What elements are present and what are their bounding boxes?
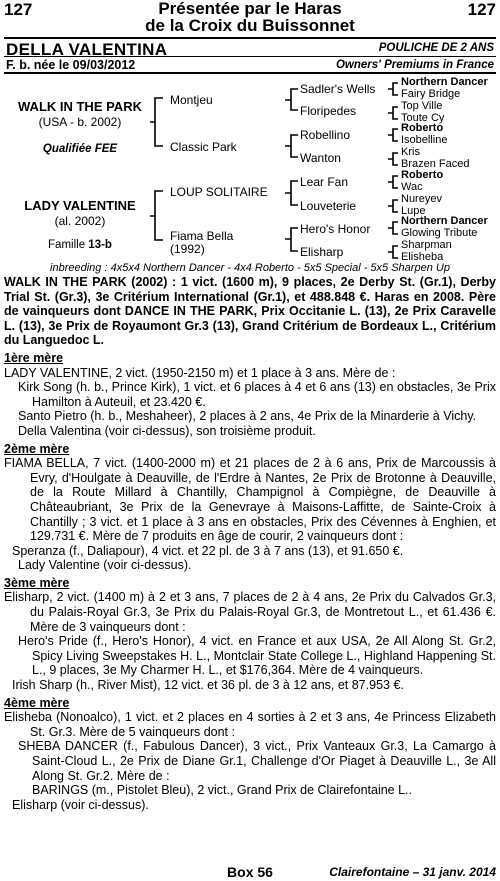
pedigree-g4-3: Top Ville	[401, 100, 443, 112]
dam1-heading: 1ère mère	[4, 350, 64, 365]
pedigree-g4-5: Roberto	[401, 122, 444, 134]
horse-name: DELLA VALENTINA	[6, 40, 168, 59]
lot-number-left: 127	[4, 0, 33, 19]
pedigree-dam-family	[5, 239, 155, 253]
pedigree-dam-info: (al. 2002)	[54, 214, 106, 228]
pedigree-g4-1: Northern Dancer	[401, 76, 488, 88]
pedigree-g3-7: Hero's Honor	[300, 222, 371, 236]
consignor-line-1: Présentée par le Haras	[158, 0, 342, 18]
consignor-line-2: de la Croix du Buissonnet	[145, 16, 355, 35]
dam1-produce-2: Santo Pietro (h. b., Meshaheer), 2 places à 2 ans, 4e Prix de la Minarderie à Vichy.	[18, 409, 477, 424]
dam4-heading: 4ème mère	[4, 695, 70, 710]
horse-sex-age: POULICHE DE 2 ANS	[378, 42, 494, 54]
pedigree-dam-dam: Fiama Bella	[170, 229, 234, 243]
sire-summary: WALK IN THE PARK (2002) : 1 vict. (1600 m), 9 places, 2e Derby St. (Gr.1), Derby Trial St. (Gr.3), 3e Critérium International (Gr.1), et 488.848 €. Haras en 2008. Père de vainqueurs dont DANCE IN THE PARK, Prix Occitanie L. (13), 2e Prix Caravelle L. (13), 3e Prix de Royaumont Gr.3 (13), Grand Critérium de Bordeaux L., Critérium du Languedoc L.	[4, 275, 496, 348]
dam2-produce-1: Speranza (f., Daliapour), 4 vict. et 22 pl. de 3 à 7 ans (13), et 91.650 €.	[12, 543, 404, 558]
dam2-produce-2: Lady Valentine (voir ci-dessus).	[18, 558, 192, 573]
dam1-produce-3: Della Valentina (voir ci-dessus), son troisième produit.	[18, 423, 316, 438]
dam3-intro: Elisharp, 2 vict. (1400 m) à 2 et 3 ans, 7 places de 2 à 4 ans, 2e Prix du Calvados Gr.3, du Palais-Royal Gr.3, 3e Prix du Palais-Royal Gr.3, de Montretout L., et 61.436 €. Mère de 3 vainqueurs dont :	[4, 590, 496, 634]
pedigree-g3-1: Sadler's Wells	[300, 82, 376, 96]
dam2-heading: 2ème mère	[4, 441, 70, 456]
pedigree-g3-3: Robellino	[300, 128, 351, 142]
dam1-intro: LADY VALENTINE, 2 vict. (1950-2150 m) et 1 place à 3 ans. Mère de :	[4, 365, 396, 380]
pedigree-g3-4: Wanton	[300, 151, 341, 165]
horse-birth: F. b. née le 09/03/2012	[6, 58, 136, 72]
pedigree-sire-info: (USA - b. 2002)	[38, 115, 122, 129]
dam3-heading: 3ème mère	[4, 575, 70, 590]
catalogue-body	[4, 275, 496, 812]
box-number: Box 56	[227, 864, 273, 880]
dam4-intro: Elisheba (Nonoalco), 1 vict. et 2 places en 4 sorties à 2 et 3 ans, 4e Princess Elizabeth St. Gr.3. Mère de 5 vainqueurs dont :	[4, 710, 496, 739]
pedigree-g4-10: Wac	[401, 181, 423, 193]
pedigree-g4-4: Toute Cy	[401, 112, 445, 124]
pedigree-sire-name: WALK IN THE PARK	[18, 99, 142, 114]
page-footer	[0, 864, 500, 880]
pedigree-g4-16: Elisheba	[401, 251, 444, 263]
dam2-intro: FIAMA BELLA, 7 vict. (1400-2000 m) et 21 places de 2 à 6 ans, Prix de Marcoussis à Evry, d'Houlgate à Deauville, de l'Erdre à Nantes, 2e Prix de Brotonne à Deauville, de la Route Millard à Chantilly, Champignol à Compiègne, de Deauville à Châteaubriant, 3e Prix de la Genevraye à Maisons-Laffitte, de Sainte-Croix à Chantilly ; 3 vict. et 1 place à 3 ans en obstacles, Prix des Cévennes à Enghien, et 129.731 €. Mère de 7 produits en âge de courir, 2 vainqueurs dont :	[4, 456, 496, 544]
lot-number-right: 127	[467, 0, 496, 19]
dam4-produce-3: Elisharp (voir ci-dessus).	[12, 797, 149, 812]
pedigree-g4-2: Fairy Bridge	[401, 88, 461, 100]
pedigree-g4-7: Kris	[401, 146, 420, 158]
pedigree-g4-15: Sharpman	[401, 239, 452, 251]
dam3-produce-2: Irish Sharp (h., River Mist), 12 vict. et 36 pl. de 3 à 12 ans, et 87.953 €.	[12, 678, 404, 693]
consignor-title	[4, 0, 496, 34]
pedigree-g3-2: Floripedes	[300, 104, 357, 118]
pedigree-g4-13: Northern Dancer	[401, 215, 488, 227]
dam4-produce-2: BARINGS (m., Pistolet Bleu), 2 vict., Grand Prix de Clairefontaine L..	[32, 783, 413, 798]
pedigree-sire-sire: Montjeu	[170, 93, 213, 107]
owners-premiums: Owners' Premiums in France	[335, 59, 494, 71]
family-number: 13-b	[88, 239, 112, 251]
dam1-produce-1: Kirk Song (h. b., Prince Kirk), 1 vict. et 6 places à 4 et 6 ans (13) en obstacles, 3e Prix Hamilton à Auteuil, et 23.420 €.	[18, 380, 496, 409]
pedigree-g4-6: Isobelline	[401, 134, 448, 146]
pedigree-g4-8: Brazen Faced	[401, 158, 470, 170]
pedigree-g4-9: Roberto	[401, 169, 444, 181]
pedigree-table	[0, 76, 500, 262]
page-header	[4, 0, 496, 34]
pedigree-dam-sire: LOUP SOLITAIRE	[170, 185, 268, 199]
sale-location-date: Clairefontaine – 31 janv. 2014	[329, 865, 496, 879]
horse-name-bar	[4, 37, 496, 57]
pedigree-dam-name: LADY VALENTINE	[24, 198, 136, 213]
pedigree-g3-5: Lear Fan	[300, 175, 349, 189]
inbreeding-line: inbreeding : 4x5x4 Northern Dancer - 4x4 Roberto - 5x5 Special - 5x5 Sharpen Up	[50, 262, 450, 274]
pedigree-g4-11: Nureyev	[401, 193, 442, 205]
horse-subinfo-bar	[4, 58, 496, 74]
pedigree-dam-dam-year: (1992)	[170, 242, 205, 256]
dam3-produce-1: Hero's Pride (f., Hero's Honor), 4 vict. en France et aux USA, 2e All Along St. Gr.2, Spicy Living Sweepstakes H. L., Montclair State College L., Highland Happening St. L., 9 places, 3e My Charmer H. L., et $176,364. Mère de 4 vainqueurs.	[18, 634, 496, 678]
pedigree-g3-6: Louveterie	[300, 199, 357, 213]
pedigree-g3-8: Elisharp	[300, 245, 344, 259]
pedigree-sire-note: Qualifiée FEE	[42, 143, 118, 155]
pedigree-g4-14: Glowing Tribute	[401, 227, 478, 239]
pedigree-g4-12: Lupe	[401, 205, 426, 217]
dam4-produce-1: SHEBA DANCER (f., Fabulous Dancer), 3 vict., Prix Vanteaux Gr.3, La Camargo à Saint-Cloud L., 2e Prix de Diane Gr.1, Challenge d'Or Piaget à Deauville L., 3e All Along St. Gr.2. Mère de :	[18, 739, 496, 783]
pedigree-sire-dam: Classic Park	[170, 140, 237, 154]
family-label: Famille	[48, 239, 86, 251]
